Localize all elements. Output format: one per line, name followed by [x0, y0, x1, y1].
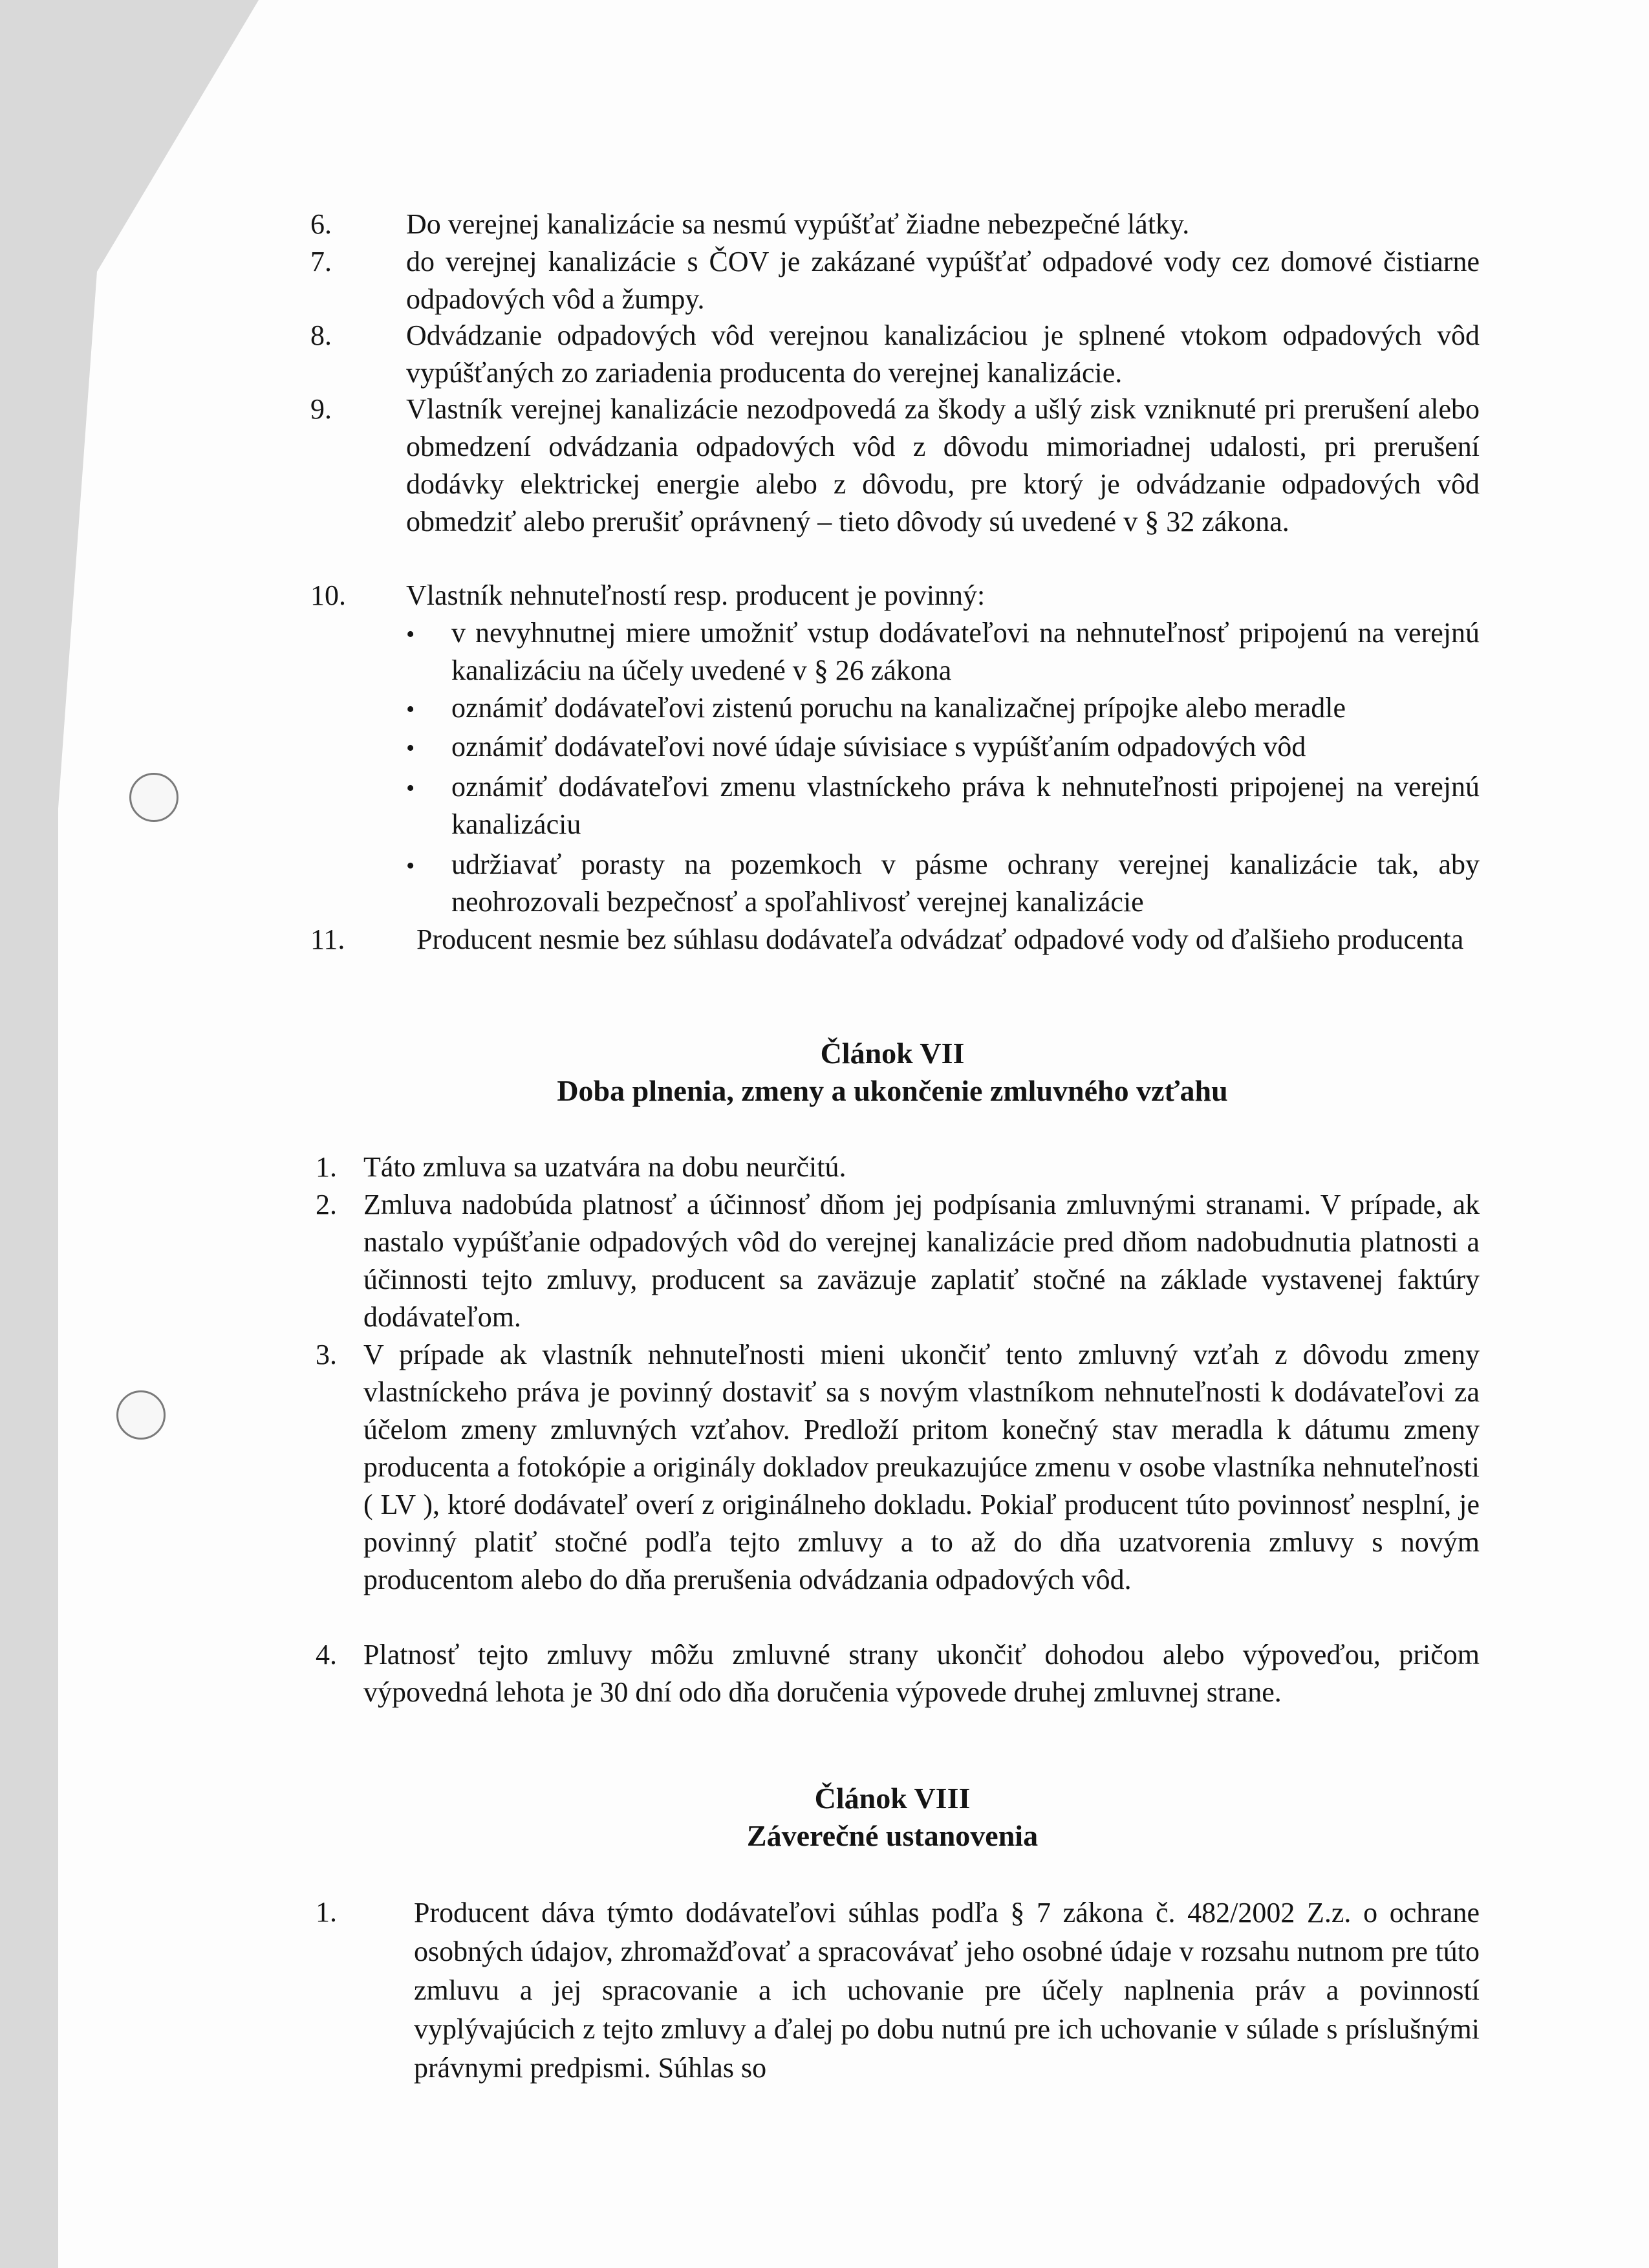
bullet-text: udržiavať porasty na pozemkoch v pásme ochrany verejnej kanalizácie tak, aby neohrozovali bezpečnosť a spoľahlivosť verejnej kanalizácie [451, 848, 1480, 918]
item-text: V prípade ak vlastník nehnuteľnosti mieni ukončiť tento zmluvný vzťah z dôvodu zmeny vlastníckeho práva je povinný dostaviť sa s novým vlastníkom nehnuteľnosti k dodávateľovi za účelom zmeny zmluvných vzťahov. Predloží pritom konečný stav meradla k dátumu zmeny producenta a fotokópie a originály dokladov preukazujúce zmenu v osobe vlastníka nehnuteľnosti ( LV ), ktoré dodávateľ overí z originálneho dokladu. Pokiaľ producent túto povinnosť nesplní, je povinný platiť stočné podľa tejto zmluvy a to až do dňa uzatvorenia zmluvy s novým producentom alebo do dňa prerušenia odvádzania odpadových vôd. [363, 1339, 1480, 1595]
article-7-heading [278, 1035, 1507, 1110]
bullet-marker: • [406, 696, 415, 723]
item-text: Producent nesmie bez súhlasu dodávateľa odvádzať odpadové vody od ďalšieho producenta [416, 923, 1464, 955]
item-number: 9. [310, 393, 332, 425]
article-title: Článok VIII [814, 1782, 971, 1815]
item-text: Vlastník verejnej kanalizácie nezodpovedá za škody a ušlý zisk vzniknuté pri prerušení alebo obmedzení odvádzania odpadových vôd z dôvodu mimoriadnej udalosti, pri prerušení dodávky elektrickej energie alebo z dôvodu, pre ktorý je odvádzanie odpadových vôd obmedziť alebo prerušiť oprávnený – tieto dôvody sú uvedené v § 32 zákona. [406, 393, 1480, 537]
item-text: Zmluva nadobúda platnosť a účinnosť dňom jej podpísania zmluvnými stranami. V prípade, ak nastalo vypúšťanie odpadových vôd do verejnej kanalizácie pred dňom nadobudnutia platnosti a účinnosti tejto zmluvy, producent sa zaväzuje zaplatiť stočné na základe vystavenej faktúry dodávateľom. [363, 1189, 1480, 1333]
article-8-heading [278, 1780, 1507, 1855]
item-text: Producent dáva týmto dodávateľovi súhlas podľa § 7 zákona č. 482/2002 Z.z. o ochrane osobných údajov, zhromažďovať a spracovávať jeho osobné údaje v rozsahu nutnom pre túto zmluvu a jej spracovanie a ich uchovanie pre účely naplnenia práv a povinností vyplývajúcich z tejto zmluvy a ďalej po dobu nutnú pre ich uchovanie v súlade s príslušnými právnymi predpismi. Súhlas so [414, 1897, 1480, 2084]
bullet-text: oznámiť dodávateľovi zmenu vlastníckeho práva k nehnuteľnosti pripojenej na verejnú kanalizáciu [451, 771, 1480, 840]
item-number: 7. [310, 246, 332, 277]
item-text: do verejnej kanalizácie s ČOV je zakázané vypúšťať odpadové vody cez domové čistiarne odpadových vôd a žumpy. [406, 246, 1480, 315]
item-text: Platnosť tejto zmluvy môžu zmluvné strany ukončiť dohodou alebo výpoveďou, pričom výpovedná lehota je 30 dní odo dňa doručenia výpovede druhej zmluvnej strane. [363, 1639, 1480, 1708]
bullet-marker: • [406, 775, 415, 802]
bullet-marker: • [406, 852, 415, 880]
item-number: 4. [316, 1639, 337, 1670]
item-number: 10. [310, 579, 346, 611]
article-subtitle: Záverečné ustanovenia [746, 1819, 1039, 1852]
item-number: 6. [310, 208, 332, 240]
item-number: 3. [316, 1339, 337, 1370]
item-number: 1. [316, 1896, 337, 1928]
bullet-marker: • [406, 735, 415, 762]
item-number: 1. [316, 1151, 337, 1183]
article-subtitle: Doba plnenia, zmeny a ukončenie zmluvného vzťahu [557, 1074, 1228, 1107]
item-number: 2. [316, 1189, 337, 1220]
item-number: 11. [310, 923, 345, 955]
item-text: Táto zmluva sa uzatvára na dobu neurčitú. [363, 1151, 846, 1183]
item-number: 8. [310, 319, 332, 351]
item-text: Odvádzanie odpadových vôd verejnou kanalizáciou je splnené vtokom odpadových vôd vypúšťaných zo zariadenia producenta do verejnej kanalizácie. [406, 319, 1480, 389]
article-title: Článok VII [820, 1037, 965, 1070]
bullet-text: oznámiť dodávateľovi zistenú poruchu na kanalizačnej prípojke alebo meradle [451, 692, 1346, 724]
bullet-marker: • [406, 621, 415, 648]
item-text: Do verejnej kanalizácie sa nesmú vypúšťať žiadne nebezpečné látky. [406, 208, 1190, 240]
bullet-text: oznámiť dodávateľovi nové údaje súvisiace s vypúšťaním odpadových vôd [451, 731, 1306, 762]
bullet-text: v nevyhnutnej miere umožniť vstup dodávateľovi na nehnuteľnosť pripojenú na verejnú kanalizáciu na účely uvedené v § 26 zákona [451, 617, 1480, 686]
item-text: Vlastník nehnuteľností resp. producent je povinný: [406, 579, 986, 611]
